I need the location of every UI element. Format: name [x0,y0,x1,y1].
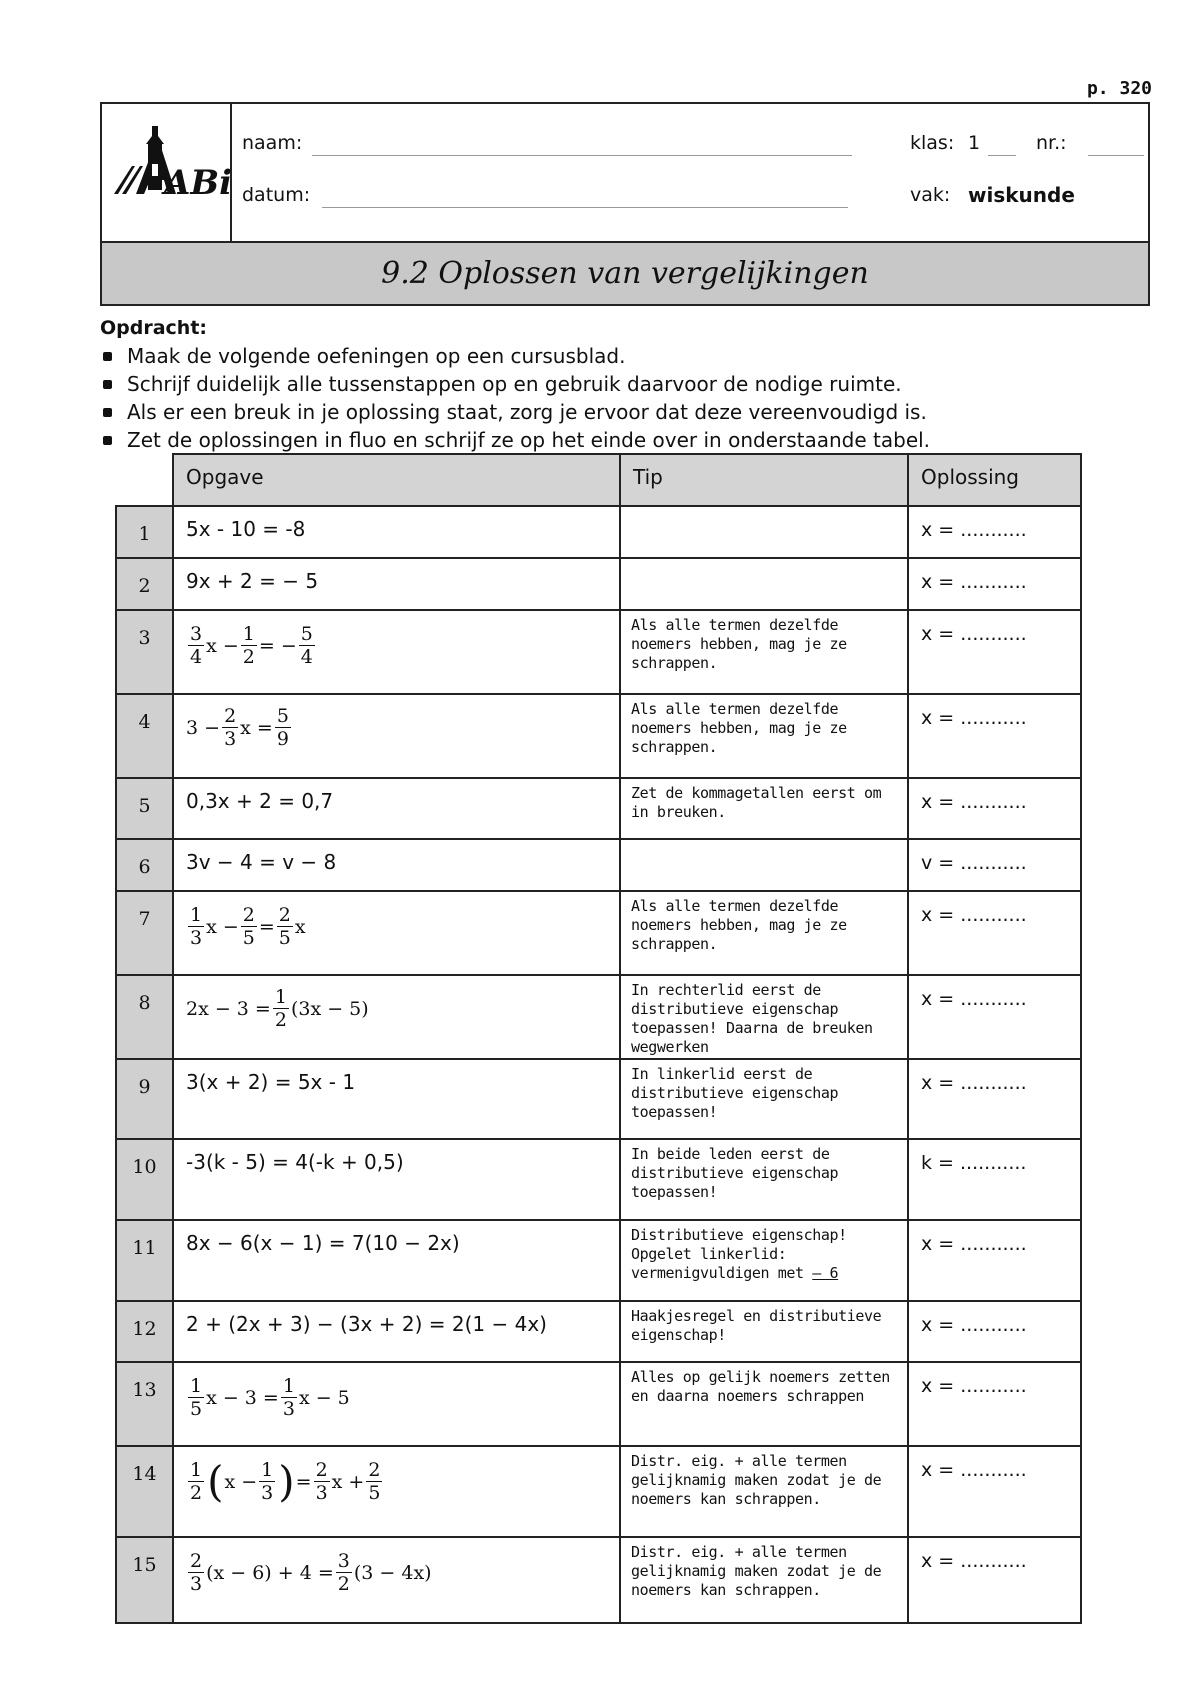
row-number: 9 [116,1059,173,1139]
table-row [116,1139,1081,1220]
opgave [173,1446,620,1537]
table-row [116,1301,1081,1362]
tip: Zet de kommagetallen eerst om in breuken. [620,778,908,839]
klas-label: klas: [910,132,955,154]
oplossing[interactable]: x = ........... [908,694,1081,778]
tip: In rechterlid eerst de distributieve eigenschap toepassen! Daarna de breuken wegwerken [620,975,908,1059]
row-number: 3 [116,610,173,694]
oplossing[interactable]: x = ........... [908,558,1081,610]
row-number: 6 [116,839,173,891]
table-row [116,610,1081,694]
col-header-oplossing: Oplossing [908,454,1081,506]
opgave [173,1362,620,1446]
table-row [116,839,1081,891]
instruction-item: Schrijf duidelijk alle tussenstappen op en gebruik daarvoor de nodige ruimte. [100,370,1150,398]
row-number: 1 [116,506,173,558]
opgave: 2 + (2x + 3) − (3x + 2) = 2(1 − 4x) [173,1301,620,1362]
table-row [116,1362,1081,1446]
row-number: 8 [116,975,173,1059]
tip-underlined: – 6 [812,1264,839,1282]
instructions-list [100,342,1150,454]
instructions-heading: Opdracht: [100,317,208,339]
table-row [116,1220,1081,1301]
oplossing[interactable]: x = ........... [908,975,1081,1059]
tip: Als alle termen dezelfde noemers hebben, mag je ze schrappen. [620,610,908,694]
row-number: 15 [116,1537,173,1623]
vak-label: vak: [910,184,951,206]
opgave: 0,3x + 2 = 0,7 [173,778,620,839]
oplossing[interactable]: x = ........... [908,1537,1081,1623]
exercise-table [115,453,1082,1624]
tip: Als alle termen dezelfde noemers hebben, mag je ze schrappen. [620,891,908,975]
tip: In linkerlid eerst de distributieve eigenschap toepassen! [620,1059,908,1139]
datum-field[interactable] [322,206,848,208]
table-row [116,558,1081,610]
equation: $\frac{2}{3}$ (x − 6) + 4 = $\frac{3}{2}$ (3 − 4x) [190,1550,432,1595]
oplossing[interactable]: x = ........... [908,506,1081,558]
col-header-tip: Tip [620,454,908,506]
tip [620,558,908,610]
oplossing[interactable]: x = ........... [908,1446,1081,1537]
row-number: 13 [116,1362,173,1446]
row-number: 11 [116,1220,173,1301]
oplossing[interactable]: x = ........... [908,1301,1081,1362]
tip [620,506,908,558]
oplossing[interactable]: x = ........... [908,1362,1081,1446]
oplossing[interactable]: x = ........... [908,610,1081,694]
opgave: 9x + 2 = − 5 [173,558,620,610]
table-header-row [116,454,1081,506]
opgave [173,891,620,975]
opgave: 8x − 6(x − 1) = 7(10 − 2x) [173,1220,620,1301]
instruction-item: Als er een breuk in je oplossing staat, zorg je ervoor dat deze vereenvoudigd is. [100,398,1150,426]
table-row [116,1059,1081,1139]
instruction-item: Maak de volgende oefeningen op een cursusblad. [100,342,1150,370]
instruction-item: Zet de oplossingen in fluo en schrijf ze op het einde over in onderstaande tabel. [100,426,1150,454]
row-number: 7 [116,891,173,975]
tip: Haakjesregel en distributieve eigenschap! [620,1301,908,1362]
logo [102,104,232,241]
table-row [116,694,1081,778]
page-title: 9.2 Oplossen van vergelijkingen [102,241,1148,304]
tip [620,1220,908,1301]
equation: $\frac{1}{5}$ x − 3 = $\frac{1}{3}$ x − 5 [190,1375,350,1420]
row-number: 14 [116,1446,173,1537]
row-number: 10 [116,1139,173,1220]
tip: Als alle termen dezelfde noemers hebben, mag je ze schrappen. [620,694,908,778]
nr-label: nr.: [1036,132,1067,154]
tip: Alles op gelijk noemers zetten en daarna noemers schrappen [620,1362,908,1446]
opgave [173,694,620,778]
naam-label: naam: [242,132,303,154]
datum-label: datum: [242,184,311,206]
opgave: 5x - 10 = -8 [173,506,620,558]
tip: Distr. eig. + alle termen gelijknamig maken zodat je de noemers kan schrappen. [620,1537,908,1623]
table-row [116,1446,1081,1537]
vak-value: wiskunde [968,183,1075,207]
oplossing[interactable]: x = ........... [908,1059,1081,1139]
student-info [230,104,1148,241]
tip: In beide leden eerst de distributieve eigenschap toepassen! [620,1139,908,1220]
table-row [116,506,1081,558]
logo-text: ABi [164,163,230,203]
opgave [173,1537,620,1623]
opgave [173,610,620,694]
row-number: 12 [116,1301,173,1362]
school-logo-icon [102,104,230,241]
oplossing[interactable]: v = ........... [908,839,1081,891]
klas-value: 1 [968,132,981,154]
opgave: 3(x + 2) = 5x - 1 [173,1059,620,1139]
row-number: 4 [116,694,173,778]
header-box [100,102,1150,306]
opgave: -3(k - 5) = 4(-k + 0,5) [173,1139,620,1220]
equation: $\frac{3}{4}$ x − $\frac{1}{2}$ = − $\frac{5}{4}$ [190,623,313,668]
nr-field[interactable] [1088,154,1144,156]
tip: Distr. eig. + alle termen gelijknamig maken zodat je de noemers kan schrappen. [620,1446,908,1537]
oplossing[interactable]: x = ........... [908,778,1081,839]
table-row [116,975,1081,1059]
opgave: 3v − 4 = v − 8 [173,839,620,891]
oplossing[interactable]: k = ........... [908,1139,1081,1220]
page-number: p. 320 [1086,78,1152,99]
opgave [173,975,620,1059]
col-header-opgave: Opgave [173,454,620,506]
equation: $\frac{1}{2}$ ( x − $\frac{1}{3}$ ) = $\frac{2}{3}$ x + $\frac{2}{5}$ [190,1456,381,1506]
klas-field[interactable] [988,154,1016,156]
instructions [100,314,1150,454]
equation: 2x − 3 = $\frac{1}{2}$ (3x − 5) [186,986,369,1031]
tip-text: Distributieve eigenschap! Opgelet linkerlid: vermenigvuldigen met [631,1226,847,1282]
row-number: 2 [116,558,173,610]
table-row [116,778,1081,839]
oplossing[interactable]: x = ........... [908,1220,1081,1301]
equation: $\frac{1}{3}$ x − $\frac{2}{5}$ = $\frac{2}{5}$ x [190,904,306,949]
row-number: 5 [116,778,173,839]
tip [620,839,908,891]
table-row [116,891,1081,975]
naam-field[interactable] [312,154,852,156]
oplossing[interactable]: x = ........... [908,891,1081,975]
equation: 3 − $\frac{2}{3}$ x = $\frac{5}{9}$ [186,705,289,750]
table-row [116,1537,1081,1623]
